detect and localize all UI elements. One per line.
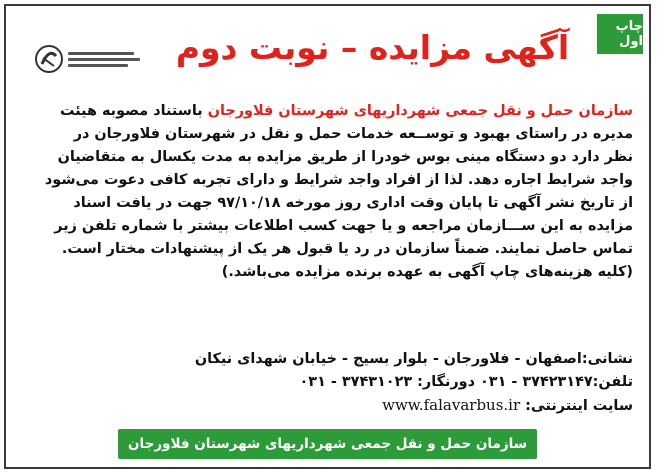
edition-label: چاپ اول	[615, 19, 643, 49]
transport-org-logo-icon	[34, 44, 64, 74]
logo-wordmark	[68, 52, 140, 67]
phone-row: تلفن:۳۷۴۲۳۱۴۷ - ۰۳۱ دورنگار: ۳۷۴۳۱۰۲۳ - ۰۳۱	[299, 374, 633, 390]
contact-info	[22, 348, 633, 418]
organization-logo	[34, 42, 144, 76]
website-row: سایت اینترنتی: www.falavarbus.ir	[382, 396, 633, 414]
body-line-4: واجد شرایط اجاره دهد. لذا از افراد واجد شرایط و دارای تجربه کافی دعوت می‌شود	[44, 172, 633, 188]
advertisement-frame	[4, 4, 651, 469]
footer-organization-bar	[118, 429, 537, 459]
headline-title	[166, 28, 579, 67]
body-line-3: نظر دارد دو دستگاه مینی بوس خودرا از طریق مزایده به مدت یکسال به متقاضیان	[57, 149, 633, 165]
phone-value: ۳۷۴۲۳۱۴۷ - ۰۳۱ دورنگار: ۳۷۴۳۱۰۲۳ - ۰۳۱	[299, 374, 593, 390]
body-line-6: مزایده به این ســـازمان مراجعه و یا جهت کسب اطلاعات بیشتر با شماره تلفن زیر	[54, 218, 633, 234]
address-value: اصفهان - فلاورجان - بلوار بسیج - خیابان شهدای نیکان	[194, 351, 582, 367]
body-line-5: از تاریخ نشر آگهی تا پایان وقت اداری روز مورخه ۹۷/۱۰/۱۸ جهت در یافت اسناد	[73, 195, 633, 211]
address-row: نشانی:اصفهان - فلاورجان - بلوار بسیج - خیابان شهدای نیکان	[194, 351, 633, 367]
body-line-7: تماس حاصل نمایند. ضمناً سازمان در رد یا قبول هر یک از پیشنهادات مختار است.	[61, 241, 633, 257]
edition-badge	[597, 14, 643, 54]
footer-text: سازمان حمل و نقل جمعی شهرداریهای شهرستان فلاورجان	[128, 436, 527, 452]
body-line-8-note: (کلیه هزینه‌های چاپ آگهی به عهده برنده مزایده می‌باشد.)	[221, 264, 633, 280]
website-link[interactable]: www.falavarbus.ir	[382, 396, 521, 414]
announcement-body	[22, 100, 633, 284]
headline-text: آگهی مزایده – نوبت دوم	[175, 28, 570, 67]
body-line-2: مدیره در راستای بهبود و توســعه خدمات حمل و نقل در شهرستان فلاورجان در	[73, 126, 633, 142]
organization-name: سازمان حمل و نقل جمعی شهرداریهای شهرستان فلاورجان	[207, 103, 633, 119]
body-line-1: سازمان حمل و نقل جمعی شهرداریهای شهرستان فلاورجان باستناد مصوبه هیئت	[59, 103, 633, 119]
